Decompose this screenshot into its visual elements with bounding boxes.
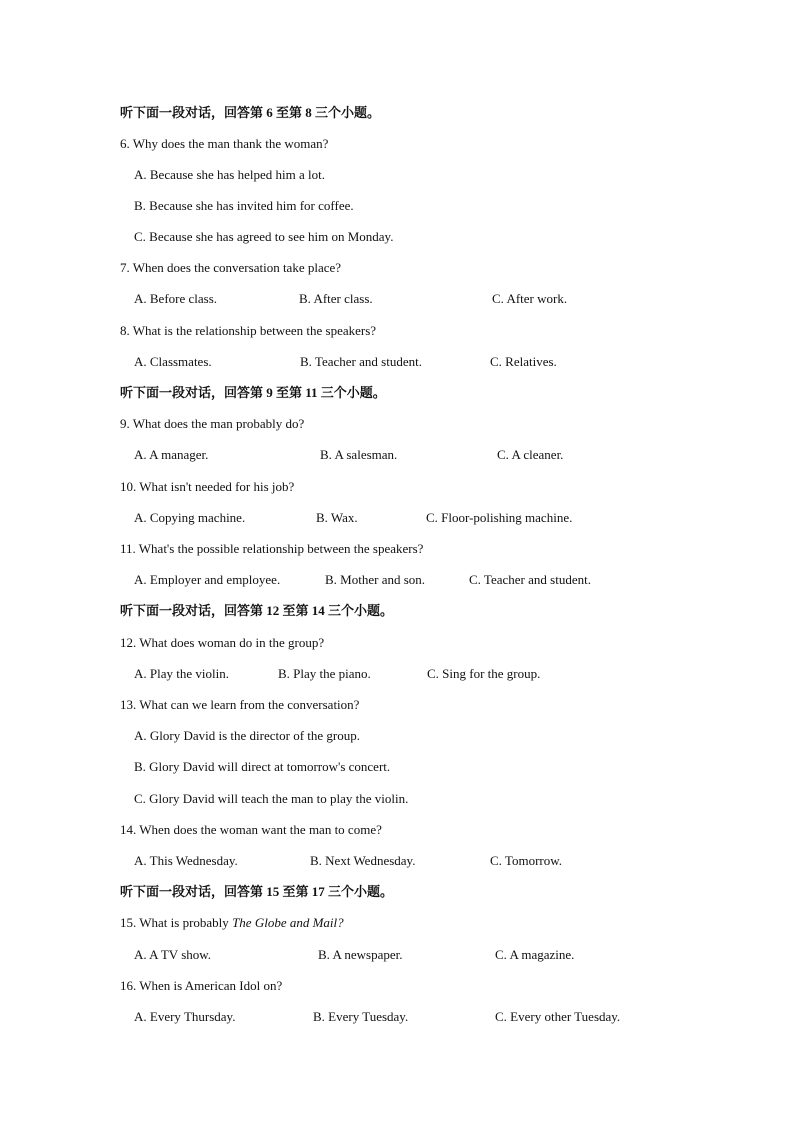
q6-option-b: B. Because she has invited him for coffee. [134,198,354,213]
q9-options [0,446,794,464]
q8-options [0,353,794,371]
q10-options [0,509,794,527]
q7-option-c: C. After work. [492,291,568,306]
q15-option-b: B. A newspaper. [318,947,403,962]
question-16: 16. When is American Idol on? [120,978,283,993]
q16-options [0,1008,794,1026]
question-11: 11. What's the possible relationship between the speakers? [120,541,424,556]
q16-option-b: B. Every Tuesday. [313,1009,409,1024]
q9-option-b: B. A salesman. [320,447,398,462]
q13-option-b: B. Glory David will direct at tomorrow's concert. [134,759,391,774]
q12-options [0,665,794,683]
q11-option-b: B. Mother and son. [325,572,426,587]
q16-option-a: A. Every Thursday. [134,1009,236,1024]
q9-option-c: C. A cleaner. [497,447,564,462]
q8-option-b: B. Teacher and student. [300,354,422,369]
q15-italic-title: The Globe and Mail? [232,915,344,930]
q7-option-a: A. Before class. [134,291,218,306]
question-14: 14. When does the woman want the man to come? [120,822,382,837]
q12-option-b: B. Play the piano. [278,666,371,681]
q6-option-c: C. Because she has agreed to see him on Monday. [134,229,394,244]
q11-option-a: A. Employer and employee. [134,572,281,587]
q13-option-c: C. Glory David will teach the man to play the violin. [134,791,409,806]
q14-option-b: B. Next Wednesday. [310,853,416,868]
q16-option-c: C. Every other Tuesday. [495,1009,621,1024]
q11-option-c: C. Teacher and student. [469,572,591,587]
q15-option-c: C. A magazine. [495,947,575,962]
q9-option-a: A. A manager. [134,447,209,462]
question-15 [120,914,344,932]
q6-option-a: A. Because she has helped him a lot. [134,167,325,182]
section-header: 听下面一段对话，回答第 15 至第 17 三个小题。 [120,884,394,899]
q15-option-a: A. A TV show. [134,947,212,962]
question-12: 12. What does woman do in the group? [120,635,325,650]
q7-options [0,290,794,308]
q14-option-c: C. Tomorrow. [490,853,563,868]
question-9: 9. What does the man probably do? [120,416,305,431]
question-10: 10. What isn't needed for his job? [120,479,295,494]
q10-option-a: A. Copying machine. [134,510,246,525]
q14-options [0,852,794,870]
section-header: 听下面一段对话，回答第 6 至第 8 三个小题。 [120,105,381,120]
q7-option-b: B. After class. [299,291,373,306]
q10-option-c: C. Floor-polishing machine. [426,510,573,525]
question-7: 7. When does the conversation take place? [120,260,342,275]
question-13: 13. What can we learn from the conversation? [120,697,360,712]
q15-options [0,946,794,964]
question-8: 8. What is the relationship between the speakers? [120,323,377,338]
q12-option-a: A. Play the violin. [134,666,229,681]
section-header: 听下面一段对话，回答第 12 至第 14 三个小题。 [120,603,394,618]
q8-option-a: A. Classmates. [134,354,212,369]
q13-option-a: A. Glory David is the director of the group. [134,728,361,743]
q15-text: 15. What is probably [120,915,233,930]
question-6: 6. Why does the man thank the woman? [120,136,329,151]
q8-option-c: C. Relatives. [490,354,557,369]
q10-option-b: B. Wax. [316,510,358,525]
q14-option-a: A. This Wednesday. [134,853,238,868]
q11-options [0,571,794,589]
section-header: 听下面一段对话，回答第 9 至第 11 三个小题。 [120,385,386,400]
q12-option-c: C. Sing for the group. [427,666,541,681]
